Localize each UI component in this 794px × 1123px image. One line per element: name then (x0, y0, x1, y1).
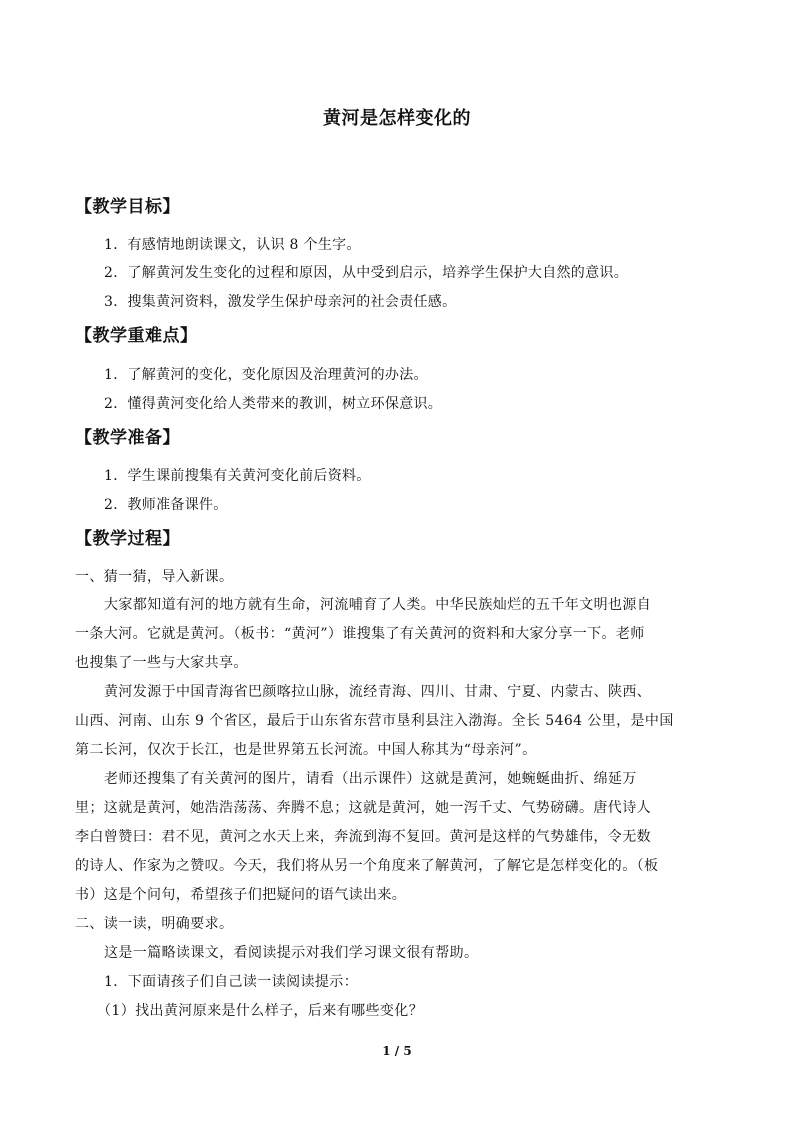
process-sub-item: （1）找出黄河原来是什么样子，后来有哪些变化？ (97, 1003, 424, 1019)
process-paragraph-line: 这是一篇略读课文，看阅读提示对我们学习课文很有帮助。 (104, 945, 479, 961)
process-paragraph-line: 一条大河。它就是黄河。（板书：“黄河”）谁搜集了有关黄河的资料和大家分享一下。老师 (75, 626, 645, 642)
process-paragraph-line: 也搜集了一些与大家共享。 (75, 655, 248, 671)
process-step-heading: 二、读一读，明确要求。 (75, 916, 234, 932)
document-title: 黄河是怎样变化的 (323, 108, 471, 129)
process-paragraph-line: 大家都知道有河的地方就有生命，河流哺育了人类。中华民族灿烂的五千年文明也源自 (104, 597, 652, 613)
goal-item: 3．搜集黄河资料，激发学生保护母亲河的社会责任感。 (104, 294, 457, 310)
goal-item: 2．了解黄河发生变化的过程和原因，从中受到启示，培养学生保护大自然的意识。 (104, 265, 629, 281)
section-heading-process: 【教学过程】 (75, 529, 180, 549)
process-step-heading: 一、猜一猜，导入新课。 (75, 569, 234, 585)
process-paragraph-line: 的诗人、作家为之赞叹。今天，我们将从另一个角度来了解黄河，了解它是怎样变化的。（板 (75, 858, 659, 874)
key-point-item: 2．懂得黄河变化给人类带来的教训，树立环保意识。 (104, 396, 443, 412)
section-heading-preparation: 【教学准备】 (75, 428, 180, 448)
process-paragraph-line: 李白曾赞曰：君不见，黄河之水天上来，奔流到海不复回。黄河是这样的气势雄伟，令无数 (75, 829, 651, 845)
section-heading-key-points: 【教学重难点】 (75, 326, 198, 346)
section-heading-goals: 【教学目标】 (75, 197, 180, 217)
process-paragraph-line: 里；这就是黄河，她浩浩荡荡、奔腾不息；这就是黄河，她一泻千丈、气势磅礴。唐代诗人 (75, 800, 651, 816)
process-paragraph-line: 山西、河南、山东 9 个省区，最后于山东省东营市垦利县注入渤海。全长 5464 公里，是中国 (75, 713, 674, 729)
process-paragraph-line: 第二长河，仅次于长江，也是世界第五长河流。中国人称其为“母亲河”。 (75, 742, 537, 758)
process-paragraph-line: 黄河发源于中国青海省巴颜喀拉山脉，流经青海、四川、甘肃、宁夏、内蒙古、陕西、 (104, 684, 652, 700)
preparation-item: 2．教师准备课件。 (104, 497, 228, 513)
preparation-item: 1．学生课前搜集有关黄河变化前后资料。 (104, 468, 371, 484)
process-paragraph-line: 书）这是个问句，希望孩子们把疑问的语气读出来。 (75, 887, 407, 903)
process-paragraph-line: 老师还搜集了有关黄河的图片，请看（出示课件）这就是黄河，她蜿蜒曲折、绵延万 (104, 771, 637, 787)
goal-item: 1．有感情地朗读课文，认识 8 个生字。 (104, 237, 361, 253)
process-list-item: 1．下面请孩子们自己读一读阅读提示： (104, 974, 359, 990)
key-point-item: 1．了解黄河的变化，变化原因及治理黄河的办法。 (104, 367, 428, 383)
page-number: 1 / 5 (382, 1044, 412, 1058)
